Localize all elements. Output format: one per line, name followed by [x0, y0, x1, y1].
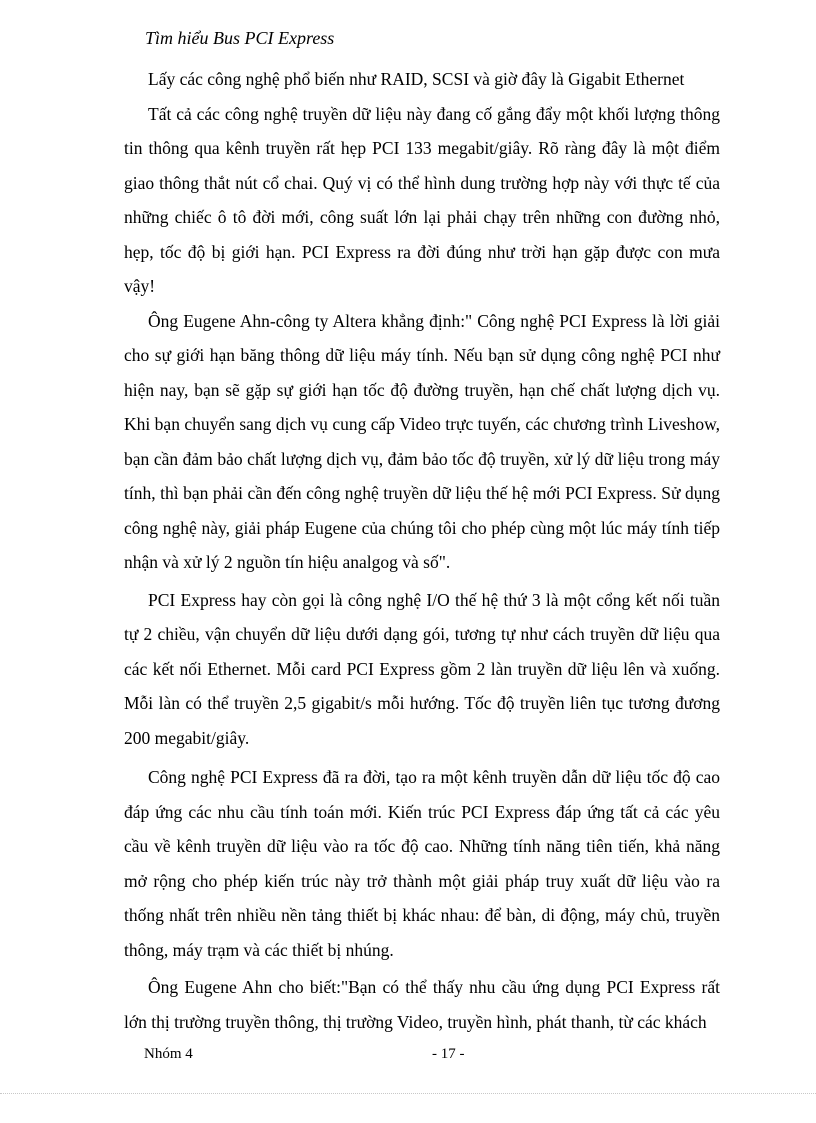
- body-paragraph: [124, 304, 720, 580]
- body-paragraph: [124, 970, 720, 1039]
- footer-page-number: - 17 -: [432, 1046, 465, 1062]
- running-header-title: Tìm hiểu Bus PCI Express: [145, 28, 335, 48]
- paragraph-text: Ông Eugene Ahn-công ty Altera khẳng định:" Công nghệ PCI Express là lời giải cho sự giới hạn băng thông dữ liệu máy tính. Nếu bạn sử dụng công nghệ PCI như hiện nay, bạn sẽ gặp sự giới hạn tốc độ đường truyền, hạn chế chất lượng dịch vụ. Khi bạn chuyển sang dịch vụ cung cấp Video trực tuyến, các chương trình Liveshow, bạn cần đảm bảo chất lượng dịch vụ, đảm bảo tốc độ truyền, xử lý dữ liệu trong máy tính, thì bạn phải cần đến công nghệ truyền dữ liệu thế hệ mới PCI Express. Sử dụng công nghệ này, giải pháp Eugene của chúng tôi cho phép cùng một lúc máy tính tiếp nhận và xử lý 2 nguồn tín hiệu analgog và số".: [124, 310, 720, 572]
- paragraph-text: PCI Express hay còn gọi là công nghệ I/O thế hệ thứ 3 là một cổng kết nối tuần tự 2 chiều, vận chuyển dữ liệu dưới dạng gói, tương tự như cách truyền dữ liệu qua các kết nối Ethernet. Mỗi card PCI Express gồm 2 làn truyền dữ liệu lên và xuống. Mỗi làn có thể truyền 2,5 gigabit/s mỗi hướng. Tốc độ truyền liên tục tương đương 200 megabit/giây.: [124, 589, 720, 748]
- document-body: [124, 62, 720, 1039]
- body-paragraph: [124, 760, 720, 967]
- paragraph-text: Tất cả các công nghệ truyền dữ liệu này đang cố gắng đẩy một khối lượng thông tin thông qua kênh truyền rất hẹp PCI 133 megabit/giây. Rõ ràng đây là một điểm giao thông thắt nút cổ chai. Quý vị có thể hình dung trường hợp này với thực tế của những chiếc ô tô đời mới, công suất lớn lại phải chạy trên những con đường nhỏ, hẹp, tốc độ bị giới hạn. PCI Express ra đời đúng như trời hạn gặp được con mưa vậy!: [124, 103, 720, 296]
- body-paragraph: [124, 62, 720, 97]
- paragraph-text: Lấy các công nghệ phổ biến như RAID, SCSI và giờ đây là Gigabit Ethernet: [148, 69, 685, 89]
- footer-group-label: Nhóm 4: [144, 1046, 193, 1062]
- paragraph-text: Ông Eugene Ahn cho biết:"Bạn có thể thấy nhu cầu ứng dụng PCI Express rất lớn thị trường truyền thông, thị trường Video, truyền hình, phát thanh, từ các khách: [124, 977, 720, 1032]
- body-paragraph: [124, 583, 720, 756]
- page-bottom-divider: [0, 1093, 816, 1094]
- paragraph-text: Công nghệ PCI Express đã ra đời, tạo ra một kênh truyền dẫn dữ liệu tốc độ cao đáp ứng các nhu cầu tính toán mới. Kiến trúc PCI Express đáp ứng tất cả các yêu cầu về kênh truyền dữ liệu vào ra tốc độ cao. Những tính năng tiên tiến, khả năng mở rộng cho phép kiến trúc này trở thành một giải pháp truy xuất dữ liệu vào ra thống nhất trên nhiều nền tảng thiết bị khác nhau: để bàn, di động, máy chủ, truyền thông, máy trạm và các thiết bị nhúng.: [124, 767, 720, 960]
- body-paragraph: [124, 97, 720, 304]
